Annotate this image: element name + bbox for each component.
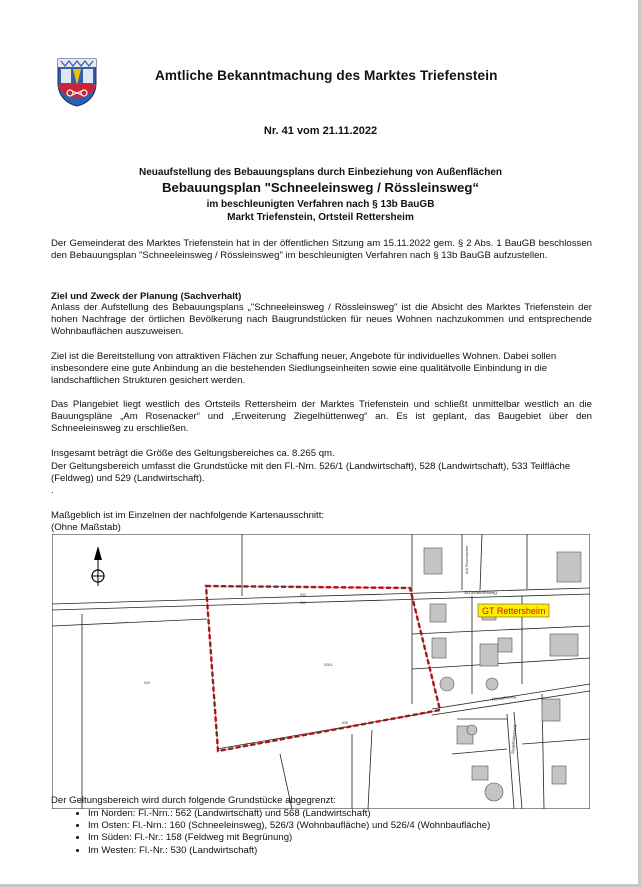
map-excerpt <box>52 534 590 809</box>
subtitle-procedure: Neuaufstellung des Bebauungsplans durch Einbeziehung von Außenflächen <box>139 167 502 178</box>
list-item: • Im Norden: Fl.-Nrn.: 562 (Landwirtschaft) und 568 (Landwirtschaft) <box>88 808 528 820</box>
street-label-amrosenacker: Am Rosenacker <box>464 545 469 574</box>
paragraph-size: Insgesamt beträgt die Größe des Geltungsbereiches ca. 8.265 qm. <box>51 448 335 459</box>
paragraph-dot: . <box>51 485 54 496</box>
section-heading: Ziel und Zweck der Planung (Sachverhalt) <box>51 291 242 302</box>
list-item: • Im Osten: Fl.-Nrn.: 160 (Schneeleinsweg), 526/3 (Wohnbaufläche) und 526/4 (Wohnbaufläche) <box>88 820 528 832</box>
paragraph-scale-note: (Ohne Maßstab) <box>51 522 121 533</box>
parcel-number: 530 <box>144 681 150 685</box>
paragraph-parcels: Der Geltungsbereich umfasst die Grundstücke mit den Fl.-Nrn. 526/1 (Landwirtschaft), 528 (Landwirtschaft), 533 Teilfläche (Feldweg) und 529 (Landwirtschaft). <box>51 461 571 485</box>
parcel-number: 528 <box>342 721 348 725</box>
svg-text:GT Rettersheim: GT Rettersheim <box>482 606 546 616</box>
subtitle-procedure-type: im beschleunigten Verfahren nach § 13b BauGB <box>206 199 435 210</box>
gt-label <box>478 604 549 617</box>
paragraph-map-intro: Maßgeblich ist im Einzelnen der nachfolgende Kartenausschnitt: <box>51 510 325 521</box>
paragraph-reason: Anlass der Aufstellung des Bebauungsplans „"Schneeleinsweg / Rössleinsweg" ist die Absicht des Marktes Triefenstein der hohen Nachfrage der örtlichen Bevölkerung nach Baugrundstücken für neues Wohnen nachzukommen und entsprechende Wohnbauflächen auszuweisen. <box>51 302 592 338</box>
paragraph-location: Das Plangebiet liegt westlich des Ortsteils Rettersheim der Marktes Triefenstein und schließt unmittelbar westlich an die Bauungspläne „Am Rosenacker“ und „Erweiterung Ziegelhüttenweg“ an. Es ist geplant, das Baugebiet über den Schneeleinsweg zu erschließen. <box>51 399 592 435</box>
street-label-ziegelhuetten: Ziegelhüttenweg <box>510 724 518 755</box>
parcel-number: 526/1 <box>324 663 333 667</box>
coat-of-arms-icon <box>56 57 98 107</box>
parcel-number: 533 <box>300 593 306 597</box>
plan-title: Bebauungsplan "Schneeleinsweg / Rössleinsweg“ <box>162 180 479 195</box>
paragraph-goal: Ziel ist die Bereitstellung von attraktiven Flächen zur Schaffung neuer, Angebote für individuelles Wohnen. Dabei sollen insbesondere eine gute Anbindung an die bestehenden Siedlungseinheiten sowie eine qualitätvolle Einbindung in die landschaftlichen Strukturen gesichert werden. <box>51 351 557 387</box>
street-label-roesselweg: Rösselsweg <box>491 693 517 702</box>
boundaries-intro: Der Geltungsbereich wird durch folgende Grundstücke abgegrenzt: <box>51 795 336 806</box>
list-item: • Im Süden: Fl.-Nr.: 158 (Feldweg mit Begrünung) <box>88 832 528 844</box>
boundaries-list <box>68 808 528 857</box>
announcement-number: Nr. 41 vom 21.11.2022 <box>263 125 378 137</box>
list-item: • Im Westen: Fl.-Nr.: 530 (Landwirtschaft) <box>88 845 528 857</box>
paragraph-decision: Der Gemeinderat des Marktes Triefenstein hat in der öffentlichen Sitzung am 15.11.2022 gem. § 2 Abs. 1 BauGB beschlossen den Bebauungsplan "Schneeleinsweg / Rössleinsweg" im beschleunigten Verfahren nach § 13b BauGB aufzustellen. <box>51 238 592 262</box>
page-title: Amtliche Bekanntmachung des Marktes Triefenstein <box>155 68 498 83</box>
street-label-schneeleinsweg: Schneeleinsweg <box>464 590 497 595</box>
subtitle-location: Markt Triefenstein, Ortsteil Rettersheim <box>227 212 414 223</box>
parcel-number: 562 <box>300 601 306 605</box>
